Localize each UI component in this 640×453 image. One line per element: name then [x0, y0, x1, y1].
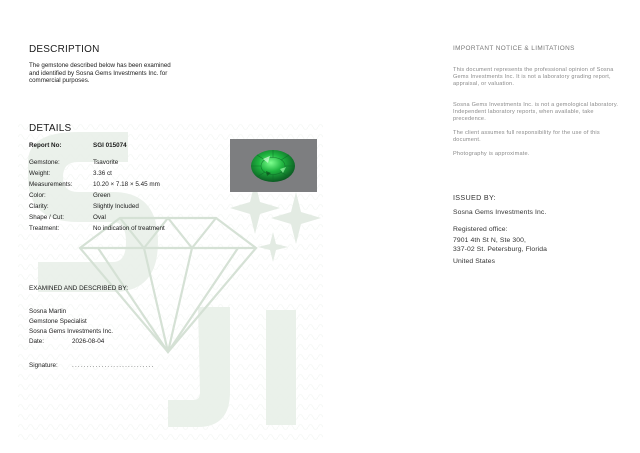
- signature-line: ............................: [72, 362, 155, 369]
- notice-paragraph: Sosna Gems Investments Inc. is not a gemological laboratory. Independent laboratory reports, when available, take precedence.: [453, 102, 619, 122]
- detail-label: Clarity:: [29, 203, 49, 210]
- detail-value: Tsavorite: [93, 159, 119, 166]
- detail-label: Shape / Cut:: [29, 214, 65, 221]
- detail-label: Weight:: [29, 170, 51, 177]
- address-line: 7901 4th St N, Ste 300,: [453, 237, 526, 244]
- detail-label: Treatment:: [29, 225, 60, 232]
- description-text: The gemstone described below has been examined and identified by Sosna Gems Investments Inc. for commercial purposes.: [29, 62, 171, 85]
- registered-office-label: Registered office:: [453, 226, 508, 233]
- notice-heading: IMPORTANT NOTICE & LIMITATIONS: [453, 45, 575, 52]
- detail-value: 3.36 ct: [93, 170, 112, 177]
- examiner-company: Sosna Gems Investments Inc.: [29, 328, 113, 335]
- address-line: 337-02 St. Petersburg, Florida: [453, 246, 548, 253]
- examined-by-heading: EXAMINED AND DESCRIBED BY:: [29, 285, 129, 292]
- detail-value: Slightly Included: [93, 203, 139, 210]
- issued-by-heading: ISSUED BY:: [453, 193, 496, 202]
- examiner-name: Sosna Martin: [29, 308, 67, 315]
- detail-label: Gemstone:: [29, 159, 60, 166]
- description-heading: DESCRIPTION: [29, 44, 100, 55]
- notice-paragraph: This document represents the professional opinion of Sosna Gems Investments Inc. It is not a laboratory grading report, appraisal, or valuation.: [453, 67, 614, 87]
- detail-value: No indication of treatment: [93, 225, 165, 232]
- date-value: 2026-08-04: [72, 338, 105, 345]
- notice-paragraph: Photography is approximate.: [453, 151, 530, 157]
- detail-value: Oval: [93, 214, 106, 221]
- detail-label: Color:: [29, 192, 46, 199]
- report-number-label: Report No:: [29, 142, 62, 149]
- details-heading: DETAILS: [29, 123, 72, 134]
- gemstone-photo: [230, 139, 317, 192]
- examiner-title: Gemstone Specialist: [29, 318, 87, 325]
- gemstone-icon: [230, 139, 317, 192]
- detail-value: Green: [93, 192, 111, 199]
- detail-value: 10.20 × 7.18 × 5.45 mm: [93, 181, 160, 188]
- date-label: Date:: [29, 338, 45, 345]
- country: United States: [453, 258, 496, 265]
- detail-label: Measurements:: [29, 181, 73, 188]
- issuer-company: Sosna Gems Investments Inc.: [453, 209, 547, 216]
- signature-label: Signature:: [29, 362, 58, 369]
- report-number-value: SGI 015074: [93, 142, 127, 149]
- notice-paragraph: The client assumes full responsibility for the use of this document.: [453, 130, 600, 143]
